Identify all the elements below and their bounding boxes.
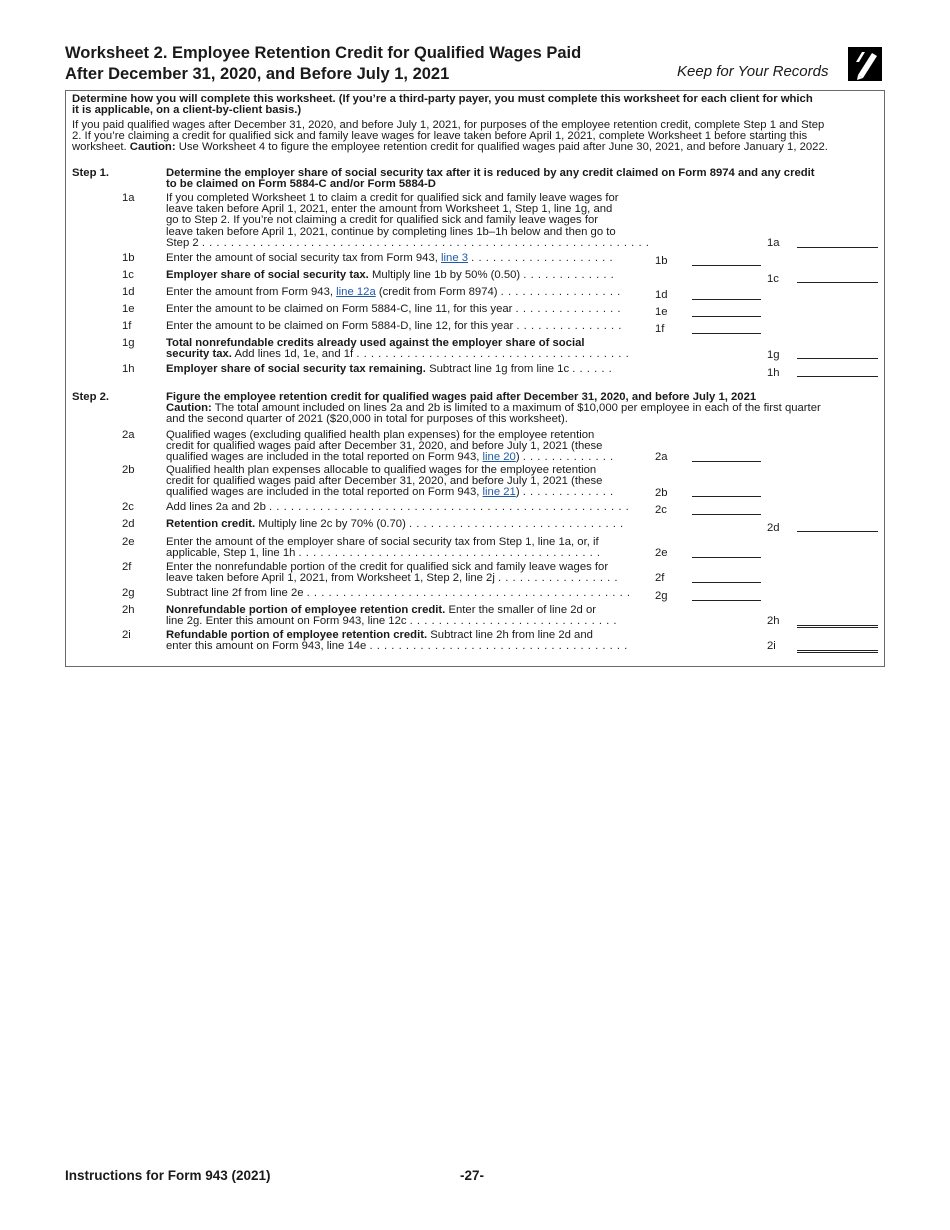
step1-label: Step 1. [72, 167, 110, 179]
step2-caution-2: and the second quarter of 2021 ($20,000 in total for purposes of this worksheet). [166, 413, 568, 425]
line-3-link[interactable]: line 3 [441, 252, 469, 264]
line-2c-input[interactable] [692, 505, 761, 515]
step1-heading-2: to be claimed on Form 5884-C and/or Form 5884-D [166, 178, 436, 190]
intro-bold-1: Determine how you will complete this worksheet. (If you’re a third-party payer, you must complete this worksheet for each client for which [72, 93, 813, 105]
line-2e-input[interactable] [692, 548, 761, 558]
step2-caution-1: Caution: The total amount included on lines 2a and 2b is limited to a maximum of $10,000 per employee in each of the first quarter [166, 402, 821, 414]
step2-heading: Figure the employee retention credit for qualified wages paid after December 31, 2020, and before July 1, 2021 [166, 391, 757, 403]
line-1h-input[interactable] [797, 367, 878, 377]
intro-para-1: If you paid qualified wages after December 31, 2020, and before July 1, 2021, for purposes of the employee retention credit, complete Step 1 and Step [72, 119, 825, 131]
line-1e-input[interactable] [692, 307, 761, 317]
line-12a-link[interactable]: line 12a [336, 286, 376, 298]
line-2b-input[interactable] [692, 487, 761, 497]
footer-page-number: -27- [460, 1168, 485, 1183]
line-2i-input[interactable] [797, 641, 878, 653]
footer-form-name: Instructions for Form 943 (2021) [65, 1168, 271, 1183]
line-20-link[interactable]: line 20 [482, 451, 516, 464]
line-21-link[interactable]: line 21 [482, 486, 516, 499]
line-1b-input[interactable] [692, 256, 761, 266]
line-1c-input[interactable] [797, 273, 878, 283]
step1-heading-1: Determine the employer share of social security tax after it is reduced by any credit claimed on Form 8974 and any credit [166, 167, 815, 179]
line-2g-input[interactable] [692, 591, 761, 601]
line-1d-input[interactable] [692, 290, 761, 300]
line-2f-input[interactable] [692, 573, 761, 583]
line-1a-input[interactable] [797, 238, 878, 248]
intro-bold-2: it is applicable, on a client-by-client basis.) [72, 104, 302, 116]
title-line-2: After December 31, 2020, and Before July 1, 2021 [65, 65, 450, 83]
line-2a-input[interactable] [692, 452, 761, 462]
line-1f-input[interactable] [692, 324, 761, 334]
worksheet-title [65, 43, 581, 85]
keep-records-label: Keep for Your Records [677, 63, 829, 80]
line-2d-input[interactable] [797, 522, 878, 532]
line-1g-input[interactable] [797, 349, 878, 359]
step2-label: Step 2. [72, 391, 110, 403]
pen-record-icon [848, 47, 882, 81]
line-2h-input[interactable] [797, 616, 878, 628]
intro-para-3: worksheet. Caution: Use Worksheet 4 to figure the employee retention credit for qualified wages paid after June 30, 2021, and before January 1, 2022. [72, 141, 828, 153]
intro-para-2: 2. If you’re claiming a credit for qualified sick and family leave wages for leave taken before April 1, 2021, complete Worksheet 1 before starting this [72, 130, 808, 142]
title-line-1: Worksheet 2. Employee Retention Credit for Qualified Wages Paid [65, 44, 582, 62]
